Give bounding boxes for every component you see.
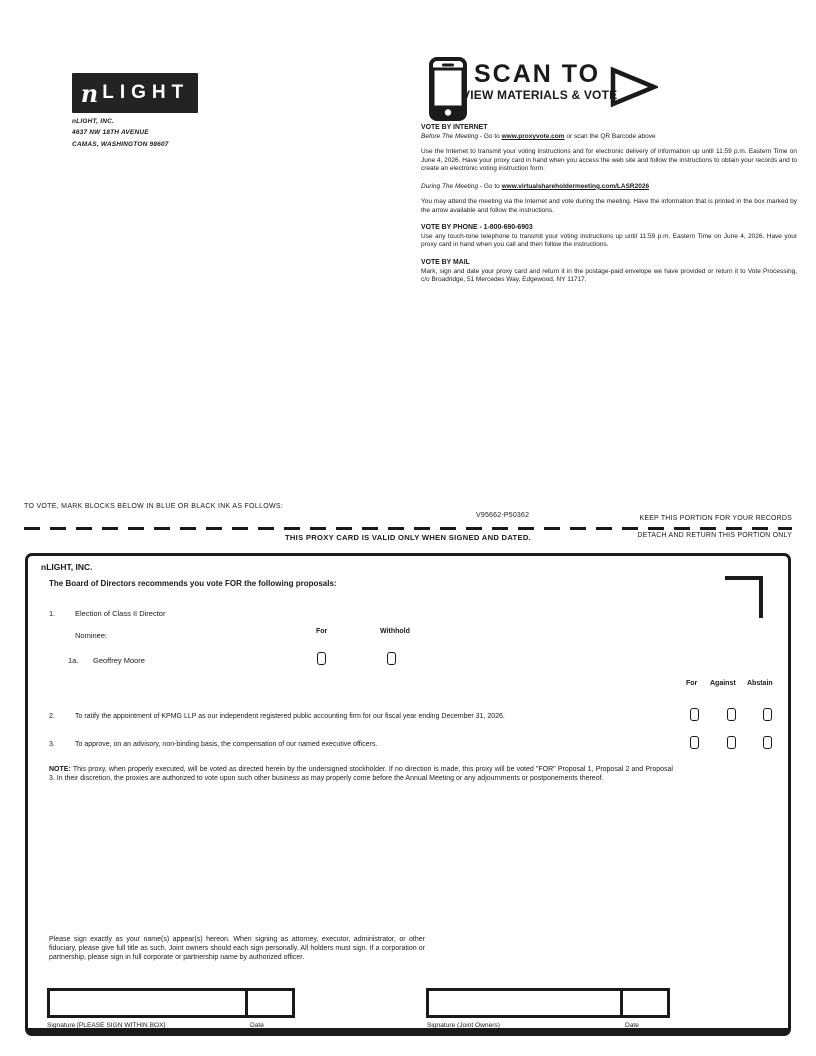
note-paragraph <box>49 765 673 783</box>
for-header-label: For <box>686 680 698 687</box>
control-number: V95662-P50362 <box>476 512 530 519</box>
note-text: This proxy, when properly executed, will be voted as directed herein by the undersigned stockholder. If no direction is made, this proxy will be voted "FOR" Proposal 1, Proposal 2 and Proposal 3. In their discretion, the proxies are authorized to vote upon such other business as may properly come before the Annual Meeting or any adjournments or postponements thereof. <box>49 766 673 783</box>
arrow-triangle-icon <box>610 66 658 108</box>
logo-n: n <box>80 78 99 108</box>
vote-by-mail-heading: VOTE BY MAIL <box>421 258 470 266</box>
checkbox-2-abstain[interactable] <box>763 708 772 721</box>
signature-group-2 <box>426 988 670 1018</box>
proxyvote-link[interactable]: www.proxyvote.com <box>501 132 565 140</box>
checkbox-3-abstain[interactable] <box>763 736 772 749</box>
checkbox-1a-withhold[interactable] <box>387 652 396 665</box>
signature-label-1: Signature [PLEASE SIGN WITHIN BOX] <box>47 1022 166 1029</box>
checkbox-3-against[interactable] <box>727 736 736 749</box>
valid-when-signed-note: THIS PROXY CARD IS VALID ONLY WHEN SIGNED AND DATED. <box>284 533 532 542</box>
proposal-3-row <box>49 740 674 749</box>
signature-label-2: Signature (Joint Owners) <box>427 1022 500 1029</box>
withhold-column-label: Withhold <box>380 628 410 635</box>
nominee-label: Nominee: <box>75 631 108 640</box>
during-meeting-instructions: You may attend the meeting via the Internet and vote during the meeting. Have the information that is printed in the box marked by the arrow available and follow the instructions. <box>421 198 797 214</box>
proposal-2-text: To ratify the appointment of KPMG LLP as our independent registered public accounting firm for our fiscal year ending December 31, 2026. <box>75 713 505 720</box>
detach-return-note: DETACH AND RETURN THIS PORTION ONLY <box>637 532 792 539</box>
logo-text: LIGHT <box>102 82 190 103</box>
during-meeting-mid: - Go to <box>478 182 502 190</box>
address-line-1: nLIGHT, INC. <box>72 118 114 125</box>
board-recommendation: The Board of Directors recommends you vote FOR the following proposals: <box>49 579 337 588</box>
scan-to-subtitle: VIEW MATERIALS & VOTE <box>462 88 618 102</box>
proposal-1-number: 1. <box>49 609 56 618</box>
before-meeting-line <box>421 133 797 141</box>
for-column-label: For <box>316 628 328 635</box>
date-box-2[interactable] <box>623 991 667 1015</box>
card-company-name: nLIGHT, INC. <box>41 562 93 572</box>
note-label: NOTE: <box>49 766 71 773</box>
proxy-card <box>25 553 791 1036</box>
sign-instructions: Please sign exactly as your name(s) appear(s) hereon. When signing as attorney, executor, administrator, or other fiduciary, please give full title as such. Joint owners should each sign personally. All holders must sign. If a corporation or partnership, please sign in full corporate or partnership name by authorized officer. <box>49 936 425 962</box>
signature-box-2[interactable] <box>429 991 623 1015</box>
vote-by-phone-heading: VOTE BY PHONE - 1-800-690-6903 <box>421 224 533 232</box>
nominee-1a-number: 1a. <box>68 656 79 665</box>
date-label-2: Date <box>625 1022 639 1029</box>
checkbox-2-against[interactable] <box>727 708 736 721</box>
before-meeting-label: Before The Meeting <box>421 132 479 140</box>
scan-to-banner <box>462 60 618 102</box>
proposal-2-row <box>49 712 674 721</box>
signature-group-1 <box>47 988 295 1018</box>
virtual-meeting-link[interactable]: www.virtualshareholdermeeting.com/LASR2026 <box>501 182 650 190</box>
date-box-1[interactable] <box>248 991 292 1015</box>
address-line-2: 4637 NW 18TH AVENUE <box>72 129 149 137</box>
checkbox-3-for[interactable] <box>690 736 699 749</box>
against-header-label: Against <box>710 680 736 687</box>
vote-by-internet-heading: VOTE BY INTERNET <box>421 124 488 131</box>
signature-box-1[interactable] <box>50 991 248 1015</box>
checkbox-1a-for[interactable] <box>317 652 326 665</box>
before-meeting-suffix: or scan the QR Barcode above <box>564 132 656 140</box>
mark-blocks-instruction: TO VOTE, MARK BLOCKS BELOW IN BLUE OR BLACK INK AS FOLLOWS: <box>24 503 284 510</box>
company-logo <box>72 73 198 113</box>
voting-instructions <box>421 124 797 294</box>
perforation-dashed-line <box>24 527 792 530</box>
keep-portion-note: KEEP THIS PORTION FOR YOUR RECORDS <box>639 515 792 522</box>
control-box-corner-mark <box>725 576 763 618</box>
company-address <box>72 116 169 150</box>
abstain-header-label: Abstain <box>747 680 773 687</box>
proposal-2-number: 2. <box>49 713 55 720</box>
address-line-3: CAMAS, WASHINGTON 98607 <box>72 140 169 148</box>
nominee-1a-name: Geoffrey Moore <box>93 656 145 665</box>
internet-instructions: Use the Internet to transmit your voting instructions and for electronic delivery of information up until 11:59 p.m. Eastern Time on June 4, 2026. Have your proxy card in hand when you access the web site and follow the instructions to obtain your records and to create an electronic voting instruction form. <box>421 148 797 173</box>
mail-instructions: Mark, sign and date your proxy card and return it in the postage-paid envelope we have provided or return it to Vote Processing, c/o Broadridge, 51 Mercedes Way, Edgewood, NY 11717. <box>421 267 797 284</box>
phone-instructions: Use any touch-tone telephone to transmit your voting instructions up until 11:59 p.m. Eastern Time on June 4, 2026. Have your proxy card in hand when you call and then follow the instructions. <box>421 233 797 249</box>
date-label-1: Date <box>250 1022 264 1029</box>
proposal-1-title: Election of Class II Director <box>75 609 166 618</box>
proposal-1-row <box>49 609 165 618</box>
before-meeting-mid: - Go to <box>478 132 502 140</box>
proposal-3-number: 3. <box>49 741 55 748</box>
proposal-3-text: To approve, on an advisory, non-binding basis, the compensation of our named executive officers. <box>75 741 378 748</box>
during-meeting-label: During The Meeting <box>421 182 479 190</box>
nominee-1a-row <box>68 656 145 665</box>
during-meeting-line <box>421 183 797 191</box>
checkbox-2-for[interactable] <box>690 708 699 721</box>
scan-to-title: SCAN TO <box>473 60 601 88</box>
